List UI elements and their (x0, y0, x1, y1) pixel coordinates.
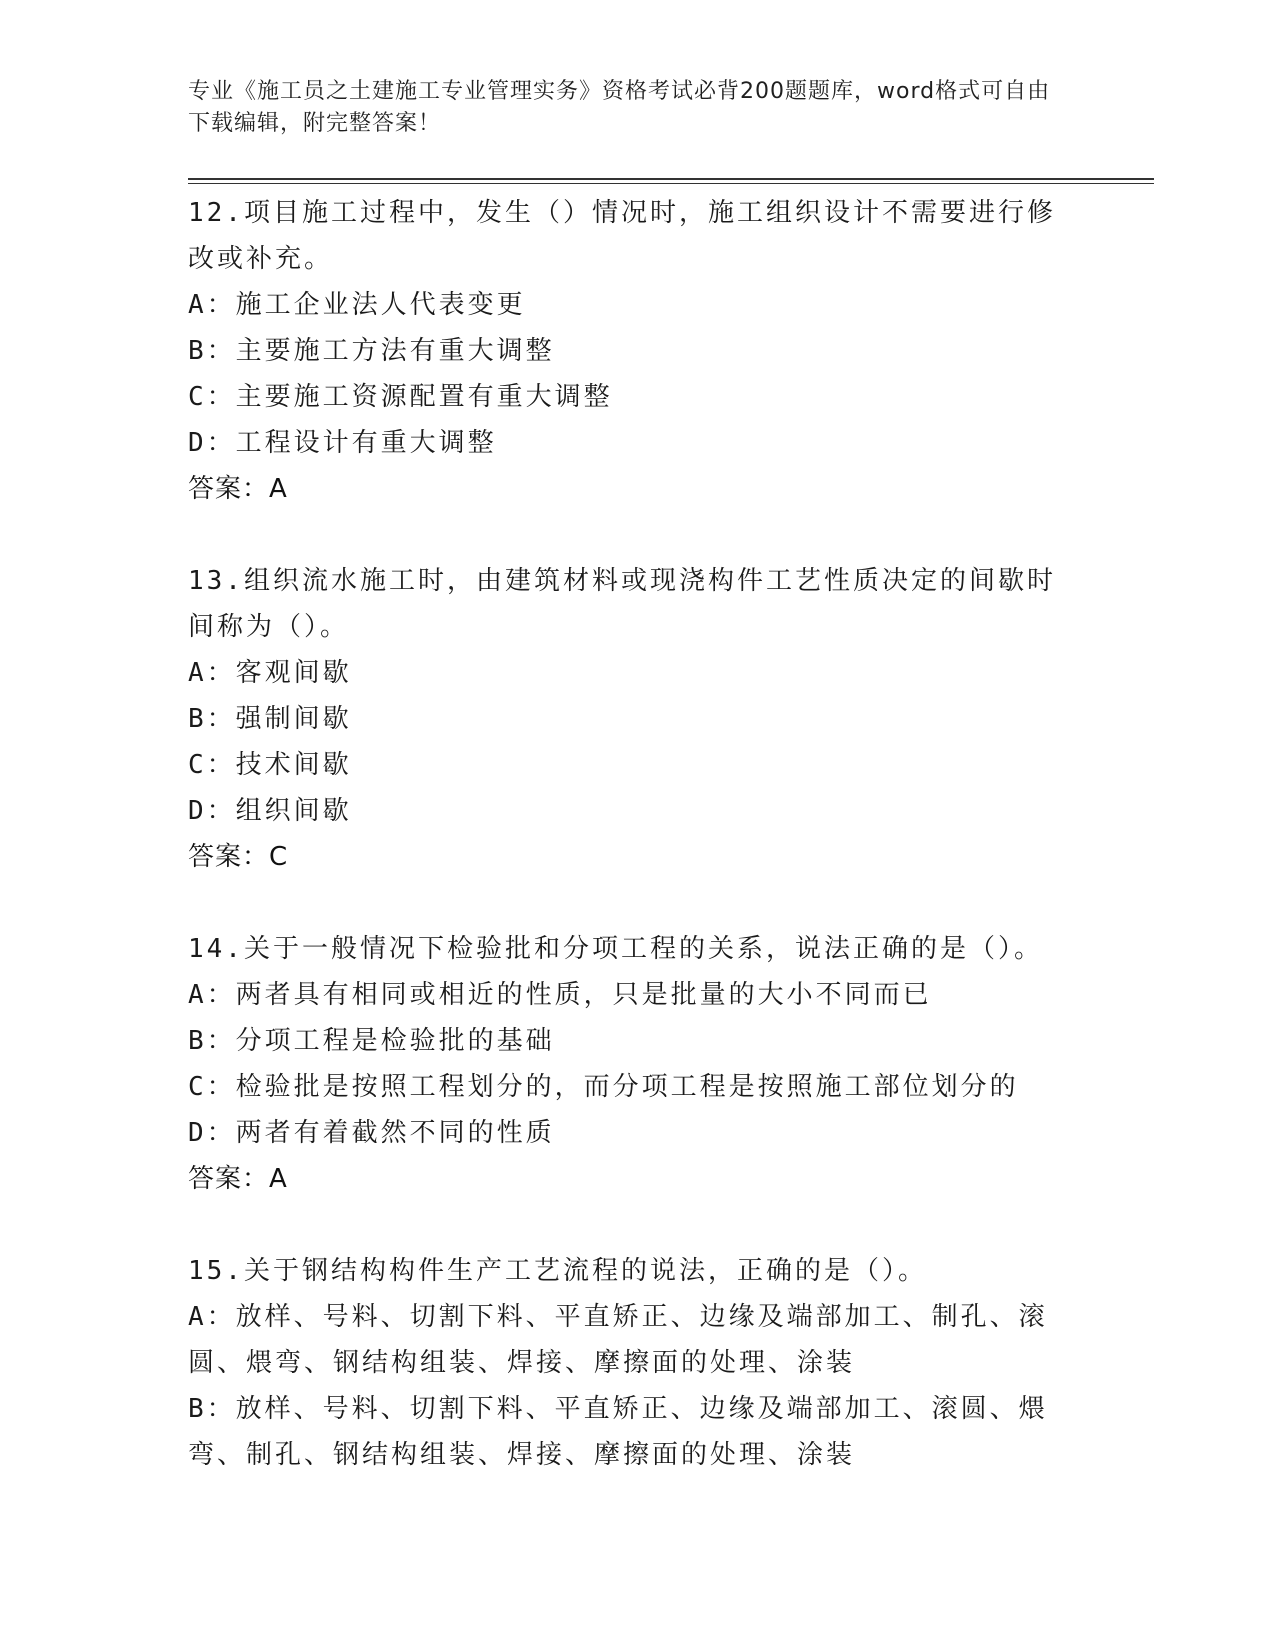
question-14 (188, 926, 1088, 1202)
option-a: A：两者具有相同或相近的性质，只是批量的大小不同而已 (188, 980, 932, 1010)
option-c: C：检验批是按照工程划分的，而分项工程是按照施工部位划分的 (188, 1072, 1019, 1102)
option-d: D：组织间歇 (188, 796, 352, 826)
document-header: 专业《施工员之土建施工专业管理实务》资格考试必背200题题库，word格式可自由下载编辑，附完整答案！ (188, 79, 1051, 136)
option-d: D：工程设计有重大调整 (188, 428, 497, 458)
question-stem: 13.组织流水施工时，由建筑材料或现浇构件工艺性质决定的间歇时间称为（）。 (188, 566, 1056, 642)
question-stem: 15.关于钢结构构件生产工艺流程的说法，正确的是（）。 (188, 1256, 927, 1286)
option-b: B：分项工程是检验批的基础 (188, 1026, 555, 1056)
header-rule-thick (188, 178, 1154, 180)
question-stem: 14.关于一般情况下检验批和分项工程的关系，说法正确的是（）。 (188, 934, 1043, 964)
option-d: D：两者有着截然不同的性质 (188, 1118, 555, 1148)
question-stem: 12.项目施工过程中，发生（）情况时，施工组织设计不需要进行修改或补充。 (188, 198, 1056, 274)
question-12 (188, 190, 1088, 512)
option-c: C：主要施工资源配置有重大调整 (188, 382, 613, 412)
option-b: B：强制间歇 (188, 704, 352, 734)
option-a: A：放样、号料、切割下料、平直矫正、边缘及端部加工、制孔、滚圆、煨弯、钢结构组装、焊接、摩擦面的处理、涂装 (188, 1302, 1048, 1378)
answer: 答案：C (188, 842, 289, 872)
option-c: C：技术间歇 (188, 750, 352, 780)
question-13 (188, 558, 1088, 880)
answer: 答案：A (188, 474, 288, 504)
answer: 答案：A (188, 1164, 288, 1194)
option-a: A：客观间歇 (188, 658, 352, 688)
header-rule-thin (188, 183, 1154, 184)
option-b: B：放样、号料、切割下料、平直矫正、边缘及端部加工、滚圆、煨弯、制孔、钢结构组装、焊接、摩擦面的处理、涂装 (188, 1394, 1048, 1470)
option-a: A：施工企业法人代表变更 (188, 290, 526, 320)
option-b: B：主要施工方法有重大调整 (188, 336, 555, 366)
question-list (188, 190, 1088, 1524)
question-15 (188, 1248, 1088, 1478)
